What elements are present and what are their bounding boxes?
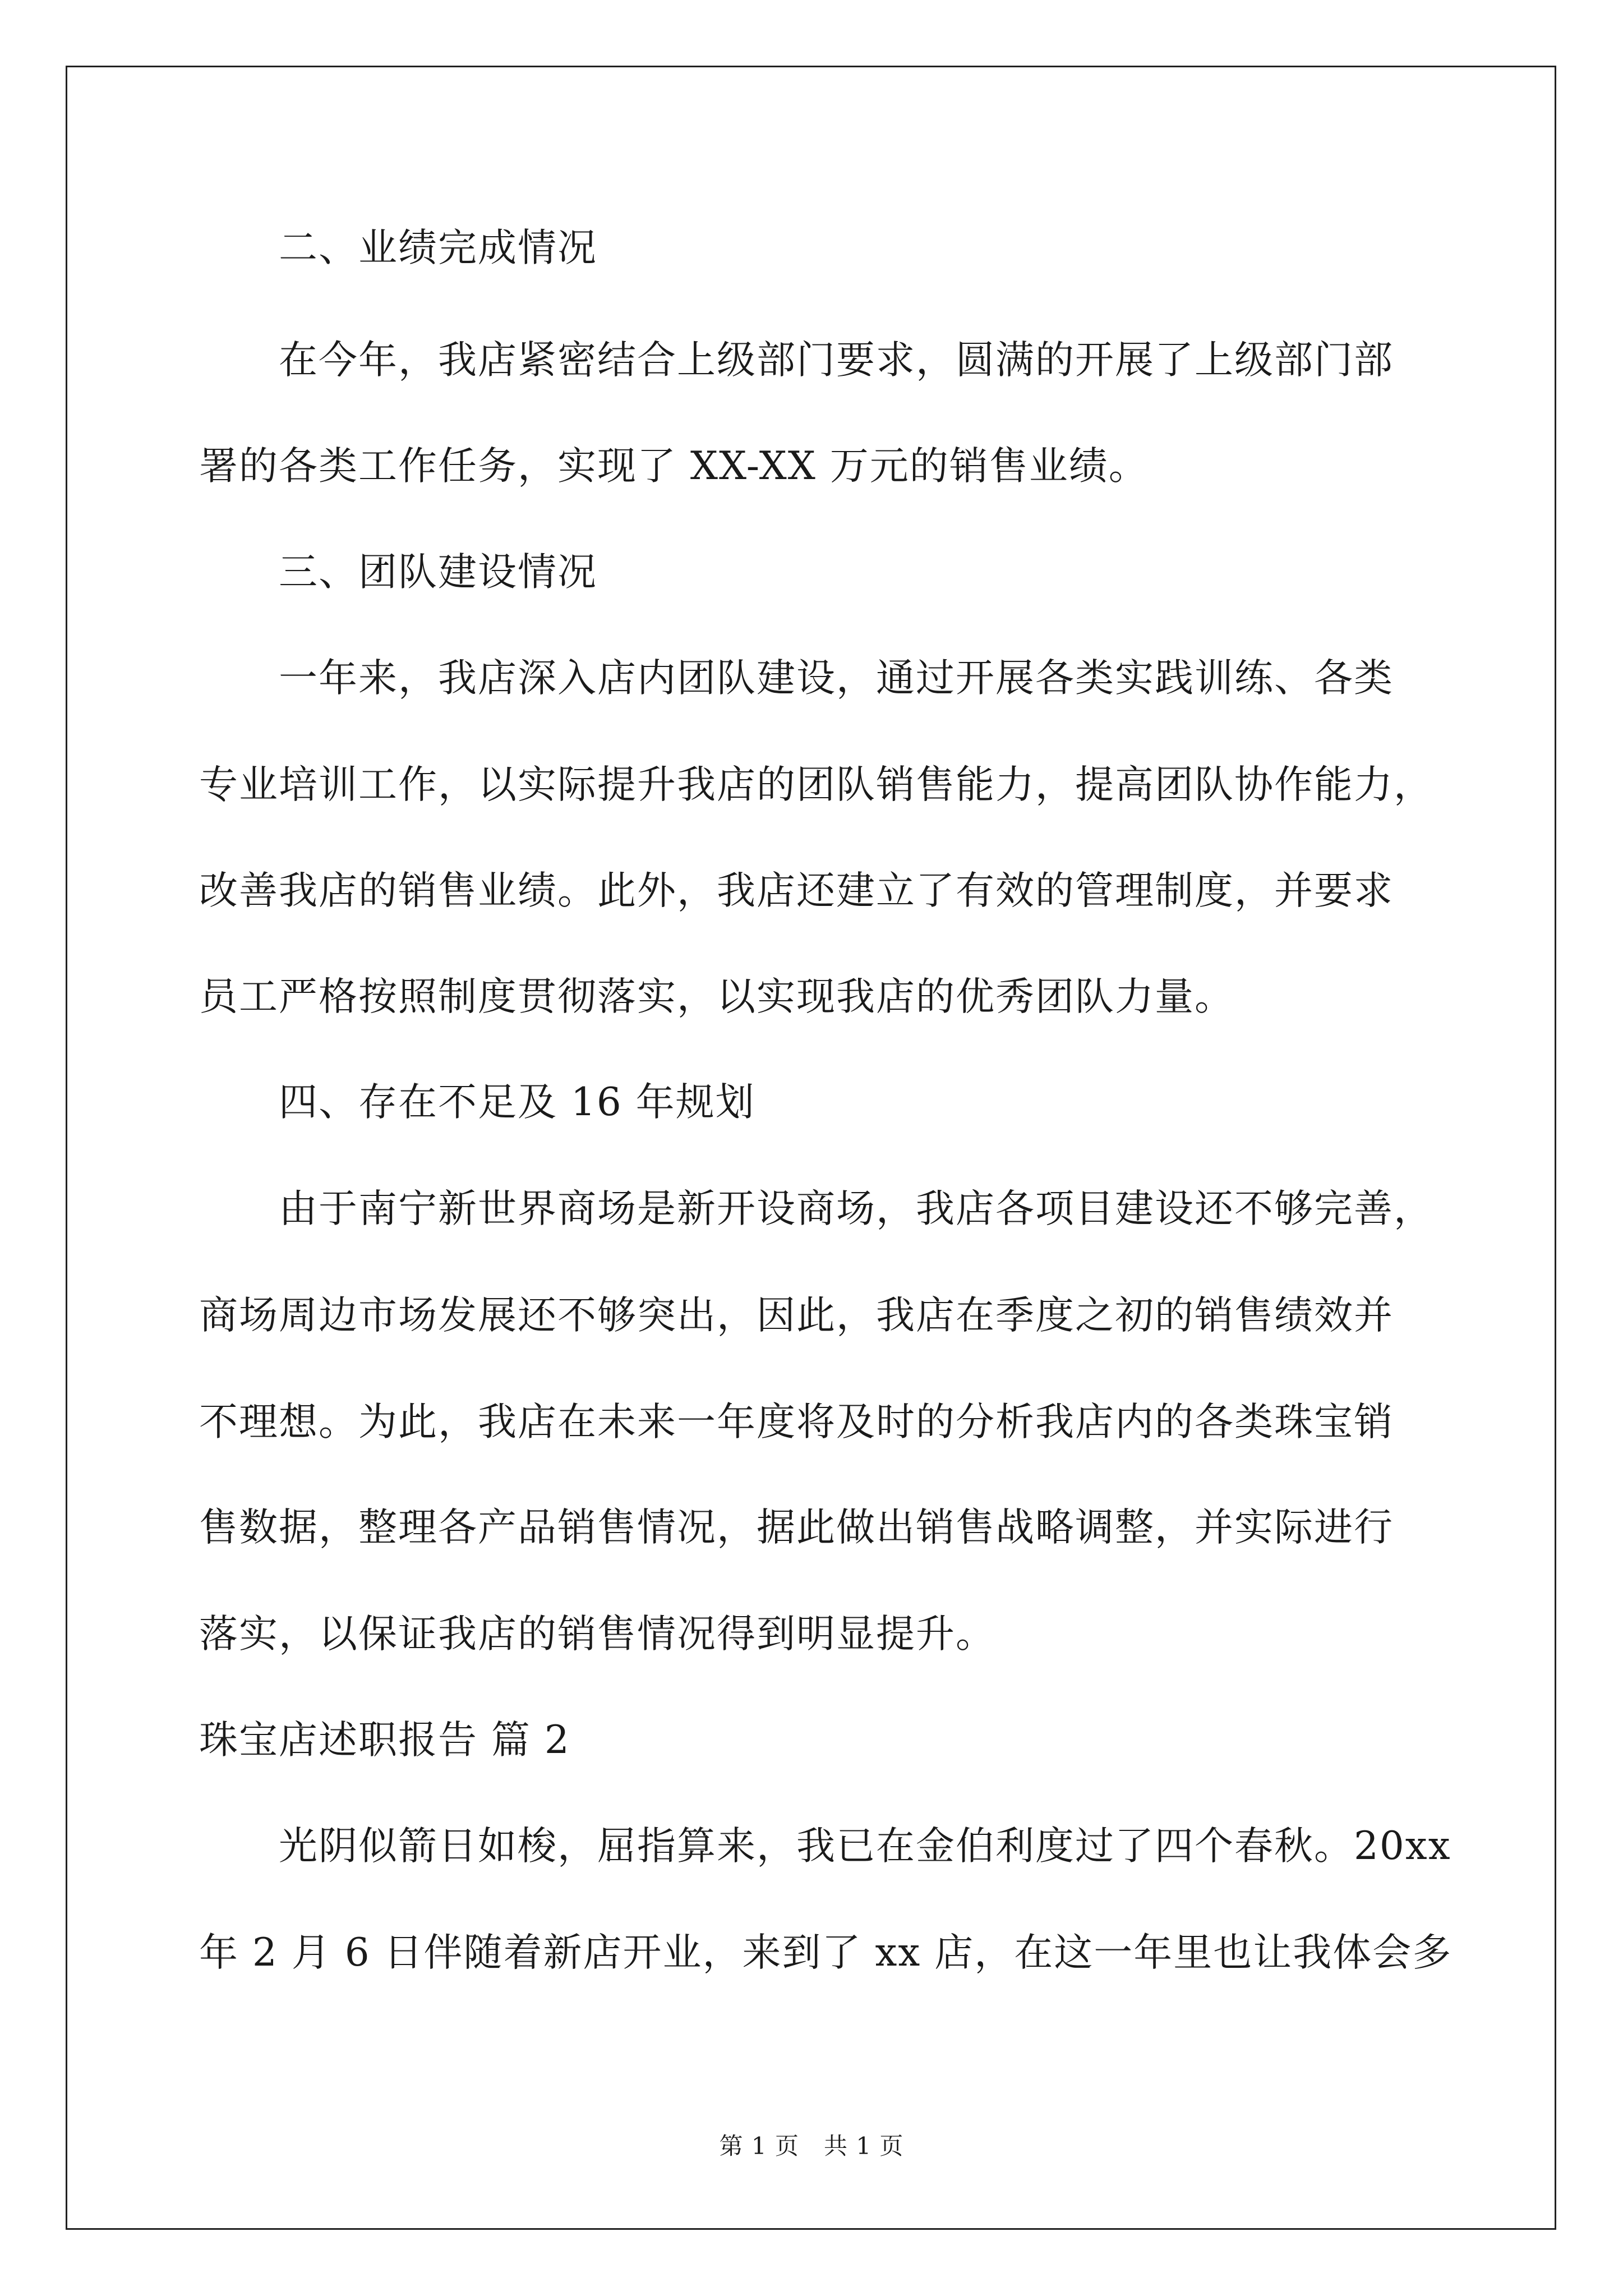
paragraph-line: 在今年，我店紧密结合上级部门要求，圆满的开展了上级部门部 <box>279 338 1394 383</box>
page-number: 第 1 页 <box>719 2132 799 2160</box>
paragraph-line: 署的各类工作任务，实现了 XX-XX 万元的销售业绩。 <box>199 444 1149 489</box>
paragraph-line: 售数据，整理各产品销售情况，据此做出销售战略调整，并实际进行 <box>199 1505 1394 1550</box>
paragraph-line: 商场周边市场发展还不够突出，因此，我店在季度之初的销售绩效并 <box>199 1293 1394 1338</box>
page-border <box>66 66 1556 2230</box>
paragraph-line: 员工严格按照制度贯彻落实，以实现我店的优秀团队力量。 <box>199 974 1234 1019</box>
paragraph-line: 年 2 月 6 日伴随着新店开业，来到了 xx 店，在这一年里也让我体会多 <box>199 1930 1453 1975</box>
paragraph-line: 落实，以保证我店的销售情况得到明显提升。 <box>199 1612 995 1657</box>
section-heading-performance: 二、业绩完成情况 <box>279 226 597 270</box>
report-title: 珠宝店述职报告 篇 2 <box>199 1718 570 1763</box>
paragraph-line: 改善我店的销售业绩。此外，我店还建立了有效的管理制度，并要求 <box>199 868 1394 913</box>
page-total: 共 1 页 <box>824 2132 904 2160</box>
section-heading-team: 三、团队建设情况 <box>279 550 597 595</box>
section-heading-plan: 四、存在不足及 16 年规划 <box>279 1080 755 1125</box>
paragraph-line: 一年来，我店深入店内团队建设，通过开展各类实践训练、各类 <box>279 656 1394 701</box>
paragraph-line: 光阴似箭日如梭，屈指算来，我已在金伯利度过了四个春秋。20xx <box>279 1824 1451 1869</box>
paragraph-line: 专业培训工作，以实际提升我店的团队销售能力，提高团队协作能力， <box>199 762 1433 807</box>
paragraph-line: 由于南宁新世界商场是新开设商场，我店各项目建设还不够完善， <box>279 1186 1433 1231</box>
page-footer <box>0 2131 1623 2162</box>
paragraph-line: 不理想。为此，我店在未来一年度将及时的分析我店内的各类珠宝销 <box>199 1400 1394 1444</box>
